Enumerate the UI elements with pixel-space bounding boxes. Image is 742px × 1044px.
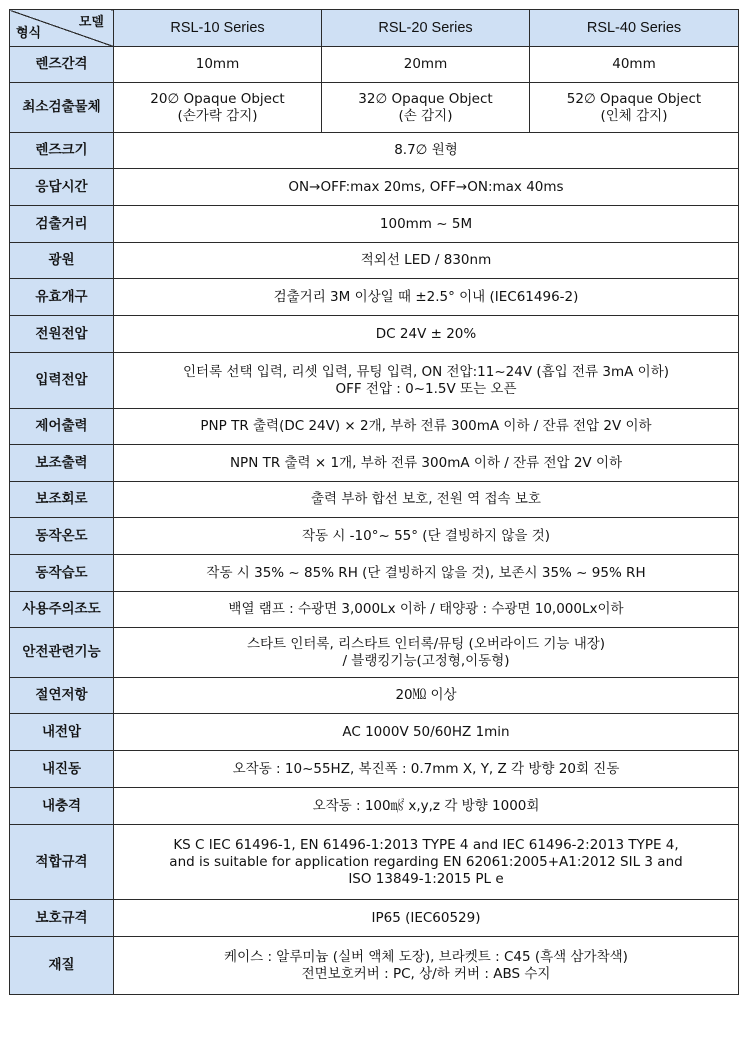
input-voltage-line1: 인터록 선택 입력, 리셋 입력, 뮤팅 입력, ON 전압:11~24V (흡입 전류 3mA 이하) <box>183 363 669 380</box>
row-aux-output <box>10 445 739 482</box>
row-detect-distance <box>10 206 739 243</box>
aux-output-value: NPN TR 출력 × 1개, 부하 전류 300mA 이하 / 잔류 전압 2V 이하 <box>114 445 739 482</box>
row-response-time <box>10 169 739 206</box>
row-ambient-light <box>10 592 739 628</box>
row-label: 검출거리 <box>10 206 114 243</box>
row-operating-humidity <box>10 555 739 592</box>
row-lens-pitch <box>10 47 739 83</box>
compliance-line1: KS C IEC 61496-1, EN 61496-1:2013 TYPE 4 and IEC 61496-2:2013 TYPE 4, <box>173 836 679 853</box>
material-value <box>114 937 739 995</box>
min-object-rsl20-line2: (손 감지) <box>398 107 453 124</box>
lens-pitch-rsl20: 20mm <box>322 47 530 83</box>
withstand-voltage-value: AC 1000V 50/60HZ 1min <box>114 714 739 751</box>
row-vibration <box>10 751 739 788</box>
row-power-voltage <box>10 316 739 353</box>
compliance-line2: and is suitable for application regarding EN 62061:2005+A1:2012 SIL 3 and <box>169 853 683 870</box>
min-object-rsl10-line2: (손가락 감지) <box>177 107 258 124</box>
spec-table <box>9 9 739 995</box>
safety-function-value <box>114 628 739 678</box>
row-withstand-voltage <box>10 714 739 751</box>
row-label: 광원 <box>10 243 114 279</box>
compliance-line3: ISO 13849-1:2015 PL e <box>348 870 504 887</box>
row-control-output <box>10 409 739 445</box>
aperture-value: 검출거리 3M 이상일 때 ±2.5° 이내 (IEC61496-2) <box>114 279 739 316</box>
row-label: 동작온도 <box>10 518 114 555</box>
material-line1: 케이스 : 알루미늄 (실버 액체 도장), 브라켓트 : C45 (흑색 삼가착색) <box>224 948 628 965</box>
material-line2: 전면보호커버 : PC, 상/하 커버 : ABS 수지 <box>301 965 551 982</box>
header-row <box>10 10 739 47</box>
row-label: 동작습도 <box>10 555 114 592</box>
corner-type-label: 형식 <box>16 26 42 41</box>
operating-humidity-value: 작동 시 35% ~ 85% RH (단 결빙하지 않을 것), 보존시 35% ~ 95% RH <box>114 555 739 592</box>
min-object-rsl10 <box>114 83 322 133</box>
row-lens-size <box>10 133 739 169</box>
aux-circuit-value: 출력 부하 합선 보호, 전원 역 접속 보호 <box>114 482 739 518</box>
row-label: 내충격 <box>10 788 114 825</box>
lens-pitch-rsl10: 10mm <box>114 47 322 83</box>
row-label: 보조회로 <box>10 482 114 518</box>
row-label: 절연저항 <box>10 678 114 714</box>
row-label: 안전관련기능 <box>10 628 114 678</box>
row-label: 최소검출물체 <box>10 83 114 133</box>
row-label: 렌즈간격 <box>10 47 114 83</box>
min-object-rsl10-line1: 20∅ Opaque Object <box>150 90 285 107</box>
insulation-value: 20㏁ 이상 <box>114 678 739 714</box>
min-object-rsl20 <box>322 83 530 133</box>
row-shock <box>10 788 739 825</box>
row-input-voltage <box>10 353 739 409</box>
row-operating-temp <box>10 518 739 555</box>
shock-value: 오작동 : 100㎨ x,y,z 각 방향 1000회 <box>114 788 739 825</box>
ambient-light-value: 백열 램프 : 수광면 3,000Lx 이하 / 태양광 : 수광면 10,000Lx이하 <box>114 592 739 628</box>
row-label: 적합규격 <box>10 825 114 900</box>
min-object-rsl40-line1: 52∅ Opaque Object <box>566 90 702 107</box>
row-label: 응답시간 <box>10 169 114 206</box>
row-label: 재질 <box>10 937 114 995</box>
row-light-source <box>10 243 739 279</box>
row-compliance <box>10 825 739 900</box>
lens-size-value: 8.7∅ 원형 <box>114 133 739 169</box>
safety-function-line1: 스타트 인터록, 리스타트 인터록/뮤팅 (오버라이드 기능 내장) <box>246 635 606 652</box>
response-time-value: ON→OFF:max 20ms, OFF→ON:max 40ms <box>114 169 739 206</box>
safety-function-line2: / 블랭킹기능(고정형,이동형) <box>342 652 510 669</box>
vibration-value: 오작동 : 10~55HZ, 복진폭 : 0.7mm X, Y, Z 각 방향 20회 진동 <box>114 751 739 788</box>
row-label: 보조출력 <box>10 445 114 482</box>
row-aux-circuit <box>10 482 739 518</box>
corner-model-label: 모델 <box>78 15 104 30</box>
model-header-rsl20: RSL-20 Series <box>322 10 530 47</box>
model-header-rsl40: RSL-40 Series <box>530 10 739 47</box>
row-label: 사용주의조도 <box>10 592 114 628</box>
row-label: 보호규격 <box>10 900 114 937</box>
light-source-value: 적외선 LED / 830nm <box>114 243 739 279</box>
row-label: 입력전압 <box>10 353 114 409</box>
model-header-rsl10: RSL-10 Series <box>114 10 322 47</box>
min-object-rsl40 <box>530 83 739 133</box>
header-corner-cell <box>10 10 114 47</box>
detect-distance-value: 100mm ~ 5M <box>114 206 739 243</box>
row-label: 내전압 <box>10 714 114 751</box>
compliance-value <box>114 825 739 900</box>
row-insulation <box>10 678 739 714</box>
row-protection <box>10 900 739 937</box>
row-label: 렌즈크기 <box>10 133 114 169</box>
row-aperture <box>10 279 739 316</box>
lens-pitch-rsl40: 40mm <box>530 47 739 83</box>
power-voltage-value: DC 24V ± 20% <box>114 316 739 353</box>
min-object-rsl20-line1: 32∅ Opaque Object <box>358 90 493 107</box>
row-min-object <box>10 83 739 133</box>
input-voltage-line2: OFF 전압 : 0~1.5V 또는 오픈 <box>335 380 517 397</box>
row-label: 유효개구 <box>10 279 114 316</box>
control-output-value: PNP TR 출력(DC 24V) × 2개, 부하 전류 300mA 이하 / 잔류 전압 2V 이하 <box>114 409 739 445</box>
row-label: 전원전압 <box>10 316 114 353</box>
protection-value: IP65 (IEC60529) <box>114 900 739 937</box>
row-label: 제어출력 <box>10 409 114 445</box>
input-voltage-value <box>114 353 739 409</box>
row-material <box>10 937 739 995</box>
min-object-rsl40-line2: (인체 감지) <box>600 107 668 124</box>
row-safety-function <box>10 628 739 678</box>
row-label: 내진동 <box>10 751 114 788</box>
operating-temp-value: 작동 시 -10°~ 55° (단 결빙하지 않을 것) <box>114 518 739 555</box>
